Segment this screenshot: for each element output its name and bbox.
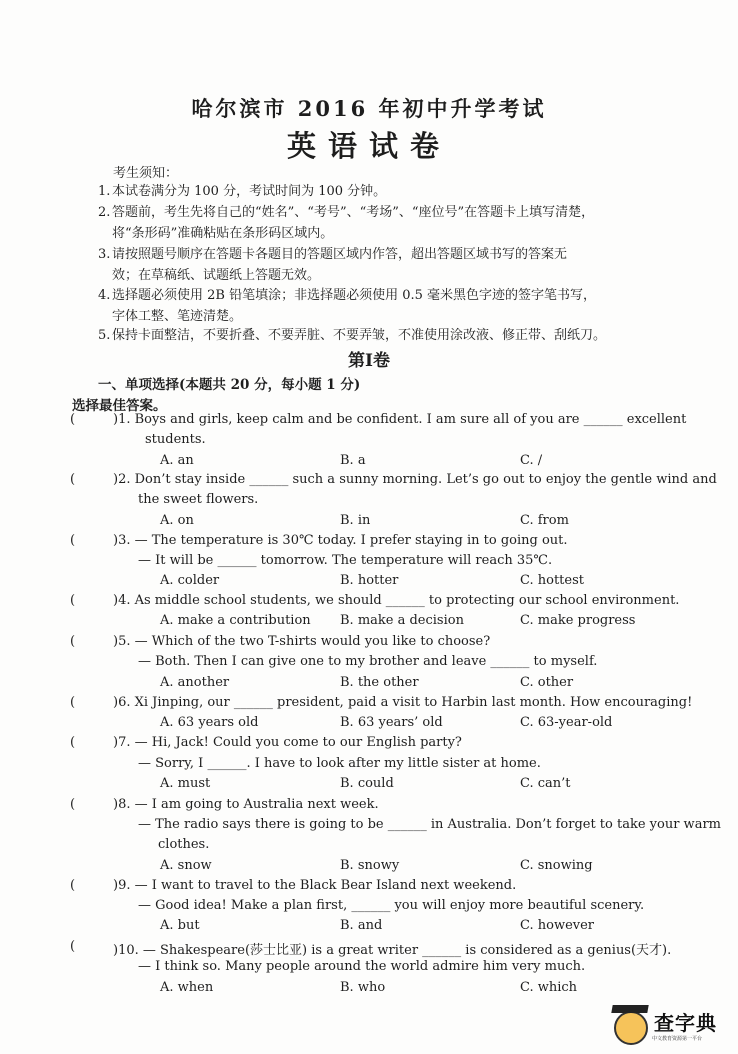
question-3-option-b: B. hotter <box>340 573 399 588</box>
logo-tagline: 中文教育资源第一平台 <box>652 1036 703 1042</box>
question-10-line-1: )10. — Shakespeare(莎士比亚) is a great writer ______ is considered as a genius(天才). <box>113 943 672 958</box>
part-heading: 第Ⅰ卷 <box>348 351 390 371</box>
answer-paren: ( <box>70 695 76 710</box>
answer-paren: ( <box>70 735 76 750</box>
answer-paren: ( <box>70 939 76 954</box>
question-9-option-c: C. however <box>520 918 595 933</box>
notice-item-text: 字体工整、笔迹清楚。 <box>112 309 243 324</box>
question-9-option-a: A. but <box>160 918 200 933</box>
notice-item-text: 选择题必须使用 2B 铅笔填涂；非选择题必须使用 0.5 毫米黑色字迹的签字笔书写， <box>112 288 597 303</box>
question-1-option-b: B. a <box>340 453 366 468</box>
question-5-line-2: — Both. Then I can give one to my brother and leave ______ to myself. <box>138 654 598 669</box>
question-7-line-2: — Sorry, I ______. I have to look after my little sister at home. <box>138 756 541 771</box>
question-7-option-c: C. can’t <box>520 776 571 791</box>
section-instruction: 选择最佳答案。 <box>72 398 167 414</box>
notice-item-text: 保持卡面整洁，不要折叠、不要弄脏、不要弄皱，不准使用涂改液、修正带、刮纸刀。 <box>112 328 607 343</box>
notice-item-text: 效；在草稿纸、试题纸上答题无效。 <box>112 268 321 283</box>
question-6-option-c: C. 63-year-old <box>520 715 613 730</box>
notice-item-text: 将“条形码”准确粘贴在条形码区域内。 <box>112 226 334 241</box>
question-4-option-c: C. make progress <box>520 613 636 628</box>
question-2-option-c: C. from <box>520 513 569 528</box>
question-2-line-2: the sweet flowers. <box>138 492 259 507</box>
question-1-option-a: A. an <box>160 453 194 468</box>
question-5-option-b: B. the other <box>340 675 419 690</box>
question-9-line-2: — Good idea! Make a plan first, ______ you will enjoy more beautiful scenery. <box>138 898 645 913</box>
question-1-line-1: )1. Boys and girls, keep calm and be confident. I am sure all of you are ______ excellent <box>113 412 687 427</box>
question-7-option-b: B. could <box>340 776 394 791</box>
question-2-line-1: )2. Don’t stay inside ______ such a sunny morning. Let’s go out to enjoy the gentle wind and <box>113 472 717 487</box>
notice-item-number: 3. <box>98 247 111 262</box>
notice-item-text: 请按照题号顺序在答题卡各题目的答题区域内作答，超出答题区域书写的答案无 <box>112 247 568 262</box>
notice-title: 考生须知： <box>113 166 179 181</box>
question-5-option-a: A. another <box>160 675 230 690</box>
question-8-option-b: B. snowy <box>340 858 400 873</box>
exam-title: 哈尔滨市 2016 年初中升学考试 <box>191 96 547 121</box>
notice-item-text: 本试卷满分为 100 分，考试时间为 100 分钟。 <box>112 184 387 199</box>
notice-item-text: 答题前，考生先将自己的“姓名”、“考号”、“考场”、“座位号”在答题卡上填写清楚， <box>112 205 595 220</box>
graduation-cap-icon <box>611 1005 648 1013</box>
question-5-option-c: C. other <box>520 675 574 690</box>
question-2-option-a: A. on <box>160 513 194 528</box>
answer-paren: ( <box>70 533 76 548</box>
notice-item-number: 4. <box>98 288 111 303</box>
question-6-line-1: )6. Xi Jinping, our ______ president, paid a visit to Harbin last month. How encouraging! <box>113 695 693 710</box>
question-4-option-a: A. make a contribution <box>160 613 311 628</box>
question-3-option-a: A. colder <box>160 573 220 588</box>
question-9-option-b: B. and <box>340 918 383 933</box>
answer-paren: ( <box>70 878 76 893</box>
question-6-option-b: B. 63 years’ old <box>340 715 443 730</box>
notice-item-number: 2. <box>98 205 111 220</box>
answer-paren: ( <box>70 593 76 608</box>
question-2-option-b: B. in <box>340 513 371 528</box>
answer-paren: ( <box>70 797 76 812</box>
notice-item-1 <box>98 181 688 202</box>
question-8-line-2: — The radio says there is going to be ______ in Australia. Don’t forget to take your warm <box>138 817 721 832</box>
question-1-line-2: students. <box>145 432 206 447</box>
notice-item-2 <box>98 202 688 244</box>
site-logo <box>612 1005 732 1051</box>
answer-paren: ( <box>70 634 76 649</box>
question-10-option-c: C. which <box>520 980 578 995</box>
question-5-line-1: )5. — Which of the two T-shirts would you like to choose? <box>113 634 491 649</box>
question-10-option-b: B. who <box>340 980 386 995</box>
question-3-option-c: C. hottest <box>520 573 584 588</box>
notice-item-5 <box>98 325 688 346</box>
question-4-line-1: )4. As middle school students, we should ______ to protecting our school environment. <box>113 593 680 608</box>
answer-paren: ( <box>70 412 76 427</box>
section-title: 一、单项选择(本题共 20 分，每小题 1 分) <box>98 377 361 393</box>
question-3-line-2: — It will be ______ tomorrow. The temperature will reach 35℃. <box>138 553 553 568</box>
question-4-option-b: B. make a decision <box>340 613 464 628</box>
question-8-line-1: )8. — I am going to Australia next week. <box>113 797 379 812</box>
question-8-line-3: clothes. <box>158 837 210 852</box>
question-7-option-a: A. must <box>160 776 211 791</box>
question-8-option-a: A. snow <box>160 858 212 873</box>
notice-item-number: 5. <box>98 328 111 343</box>
logo-name: 查字典 <box>654 1011 717 1035</box>
exam-subtitle: 英语试卷 <box>286 129 451 163</box>
question-10-line-2: — I think so. Many people around the world admire him very much. <box>138 959 586 974</box>
notice-item-3 <box>98 244 688 286</box>
question-3-line-1: )3. — The temperature is 30℃ today. I prefer staying in to going out. <box>113 533 568 548</box>
mascot-face-icon <box>614 1011 648 1045</box>
question-8-option-c: C. snowing <box>520 858 593 873</box>
question-1-option-c: C. / <box>520 453 543 468</box>
answer-paren: ( <box>70 472 76 487</box>
question-7-line-1: )7. — Hi, Jack! Could you come to our English party? <box>113 735 462 750</box>
notice-item-4 <box>98 285 688 327</box>
question-6-option-a: A. 63 years old <box>160 715 259 730</box>
notice-item-number: 1. <box>98 184 111 199</box>
question-10-option-a: A. when <box>160 980 214 995</box>
question-9-line-1: )9. — I want to travel to the Black Bear Island next weekend. <box>113 878 517 893</box>
